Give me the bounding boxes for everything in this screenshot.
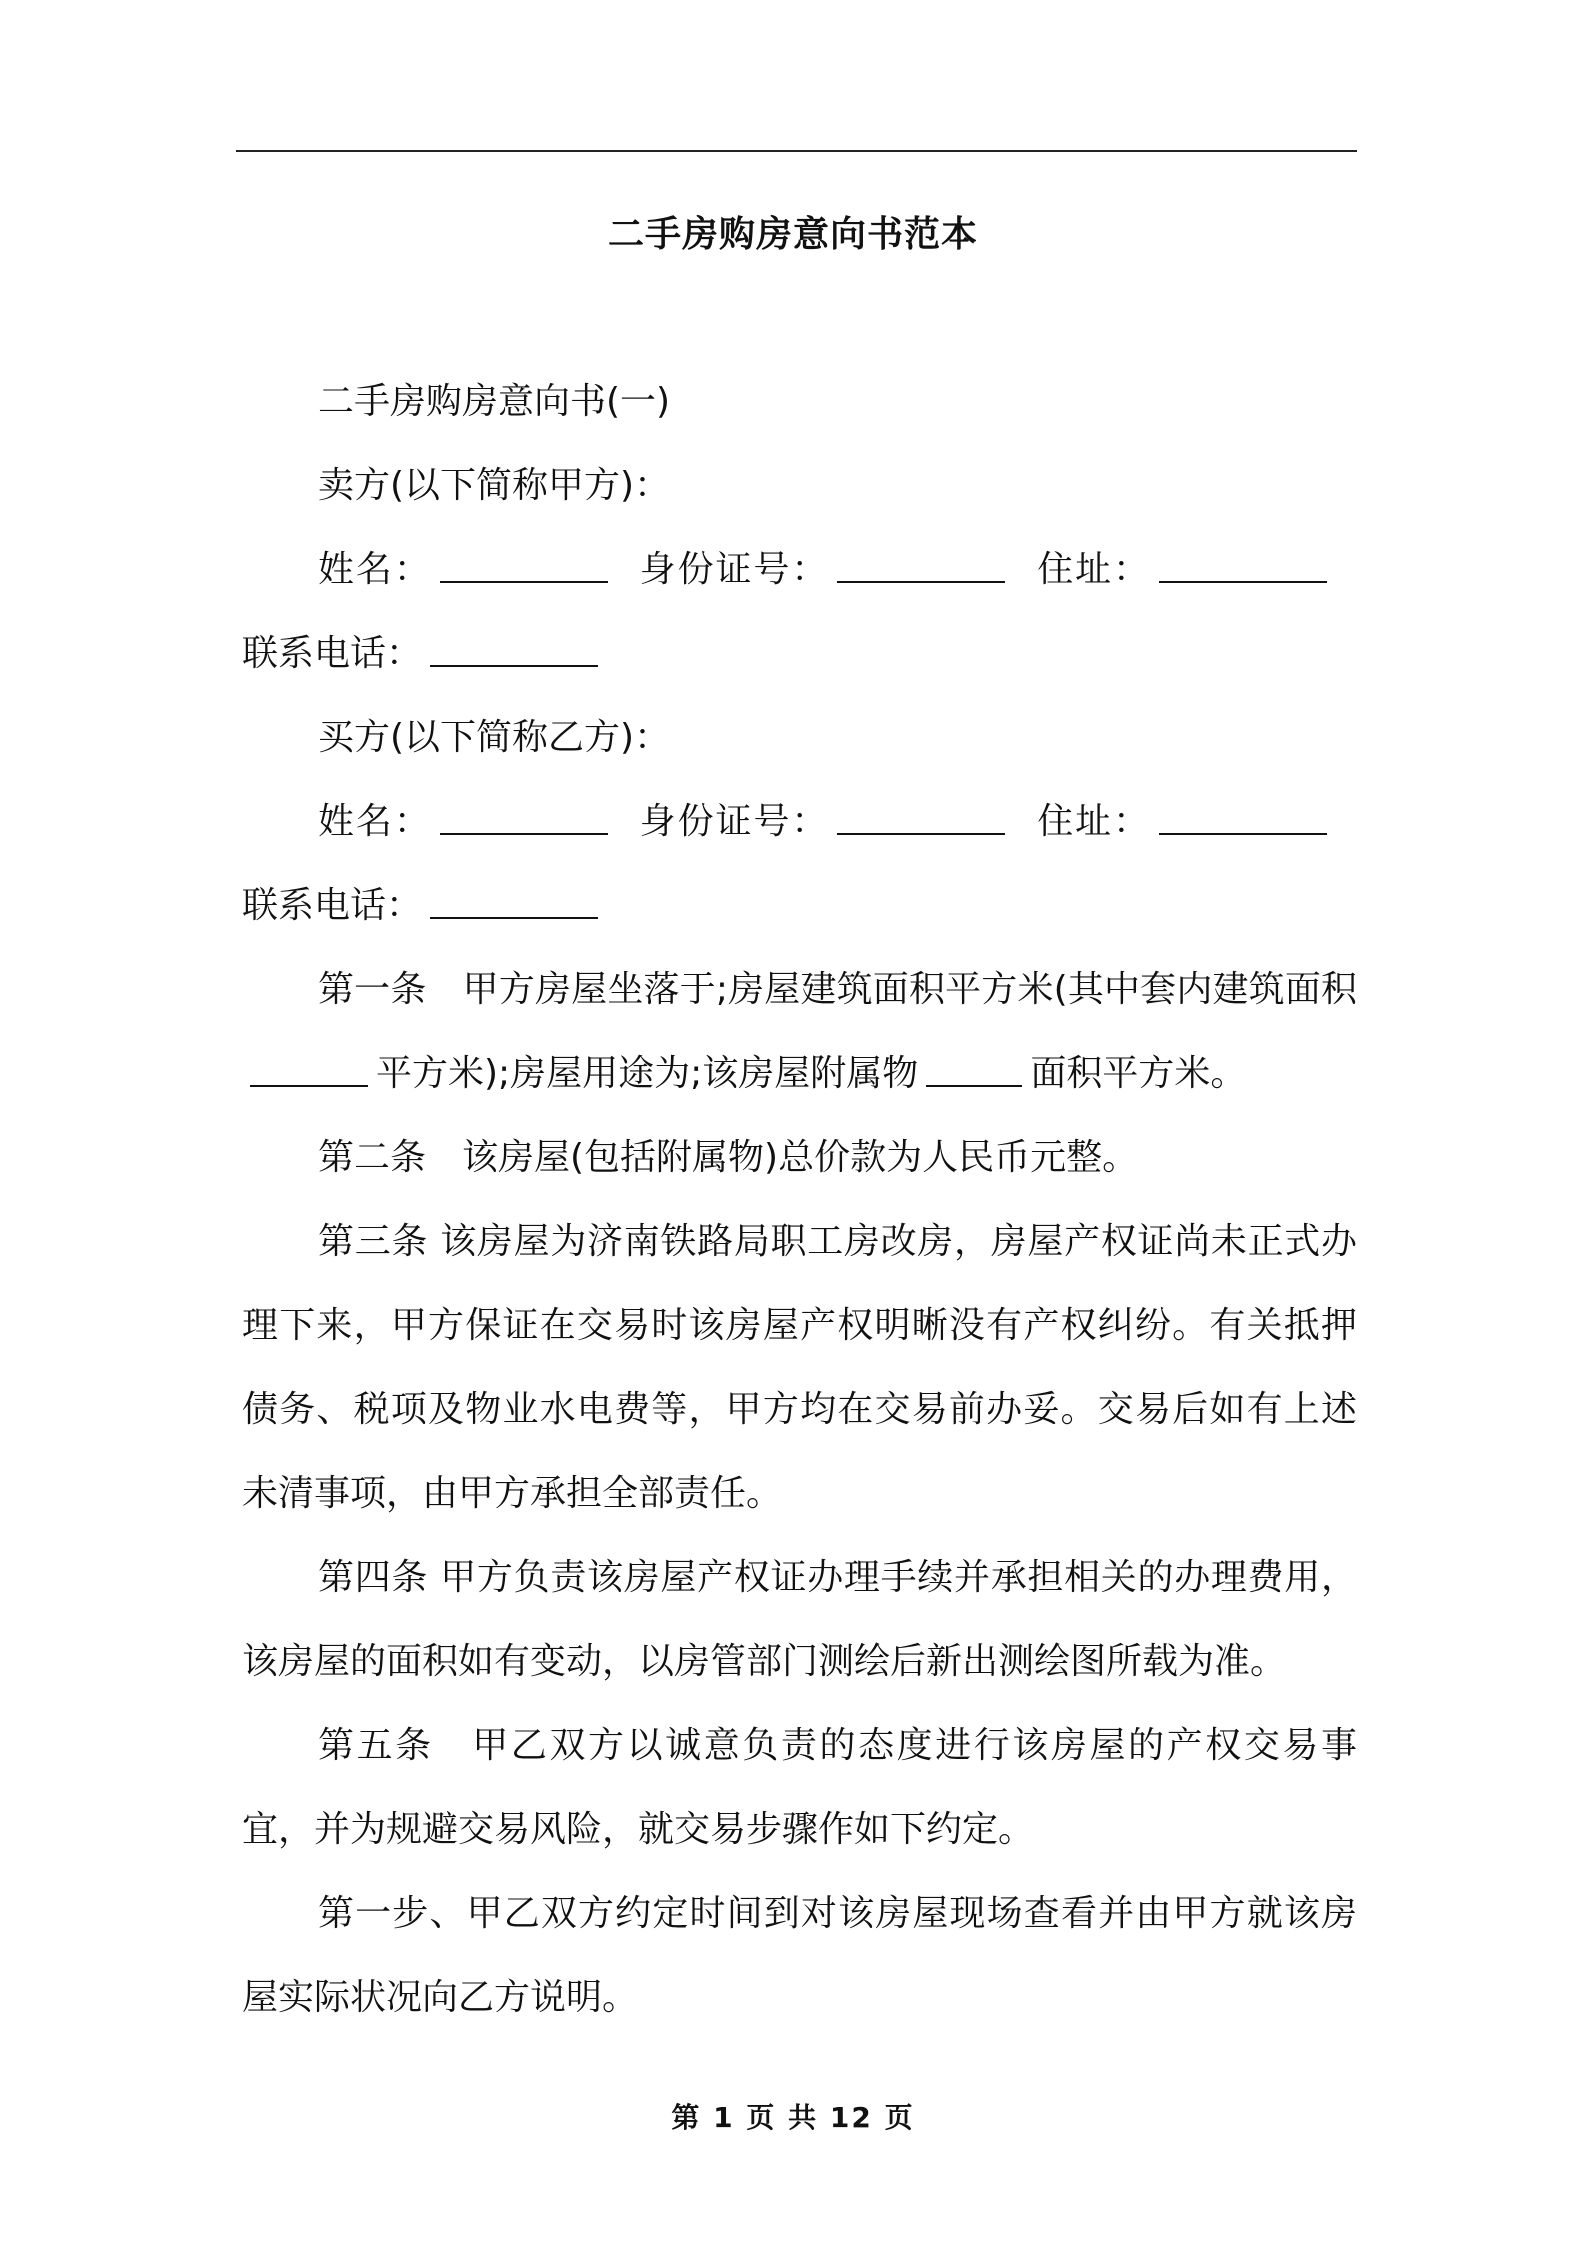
buyer-fields <box>242 780 1357 948</box>
seller-contact-blank[interactable] <box>430 635 598 667</box>
seller-id-label: 身份证号： <box>637 549 830 590</box>
buyer-address-blank[interactable] <box>1159 803 1327 835</box>
article-1-part3: 面积平方米。 <box>1030 1053 1247 1094</box>
buyer-contact-label: 联系电话： <box>242 885 423 926</box>
seller-id-blank[interactable] <box>837 551 1005 583</box>
document-body <box>242 360 1357 2040</box>
article-4: 第四条 甲方负责该房屋产权证办理手续并承担相关的办理费用，该房屋的面积如有变动，以房管部门测绘后新出测绘图所载为准。 <box>242 1557 1357 1682</box>
article-1 <box>242 948 1357 1116</box>
seller-name-label: 姓名： <box>318 549 432 590</box>
buyer-name-blank[interactable] <box>440 803 608 835</box>
attachment-blank[interactable] <box>926 1055 1022 1087</box>
seller-fields <box>242 528 1357 696</box>
buyer-id-label: 身份证号： <box>637 801 830 842</box>
buyer-address-label: 住址： <box>1035 801 1151 842</box>
seller-address-label: 住址： <box>1035 549 1151 590</box>
buyer-id-blank[interactable] <box>837 803 1005 835</box>
article-1-part1: 第一条 甲方房屋坐落于;房屋建筑面积平方米(其中套内建筑面积 <box>318 969 1357 1010</box>
article-3: 第三条 该房屋为济南铁路局职工房改房，房屋产权证尚未正式办理下来，甲方保证在交易时该房屋产权明晰没有产权纠纷。有关抵押债务、税项及物业水电费等，甲方均在交易前办妥。交易后如有上述未清事项，由甲方承担全部责任。 <box>242 1221 1357 1514</box>
step-1: 第一步、甲乙双方约定时间到对该房屋现场查看并由甲方就该房屋实际状况向乙方说明。 <box>242 1893 1357 2018</box>
article-1-part2: 平方米);房屋用途为;该房屋附属物 <box>376 1053 919 1094</box>
inner-area-blank[interactable] <box>250 1055 368 1087</box>
seller-address-blank[interactable] <box>1159 551 1327 583</box>
seller-name-blank[interactable] <box>440 551 608 583</box>
seller-contact-label: 联系电话： <box>242 633 423 674</box>
page-number: 第 1 页 共 12 页 <box>671 2101 915 2134</box>
seller-heading: 卖方(以下简称甲方)： <box>318 465 671 506</box>
buyer-contact-blank[interactable] <box>430 887 598 919</box>
buyer-heading: 买方(以下简称乙方)： <box>318 717 671 758</box>
article-2: 第二条 该房屋(包括附属物)总价款为人民币元整。 <box>318 1137 1139 1178</box>
header-rule <box>236 150 1357 152</box>
subtitle: 二手房购房意向书(一) <box>318 381 671 422</box>
buyer-name-label: 姓名： <box>318 801 432 842</box>
article-5: 第五条 甲乙双方以诚意负责的态度进行该房屋的产权交易事宜，并为规避交易风险，就交易步骤作如下约定。 <box>242 1725 1357 1850</box>
document-title: 二手房购房意向书范本 <box>607 214 978 255</box>
